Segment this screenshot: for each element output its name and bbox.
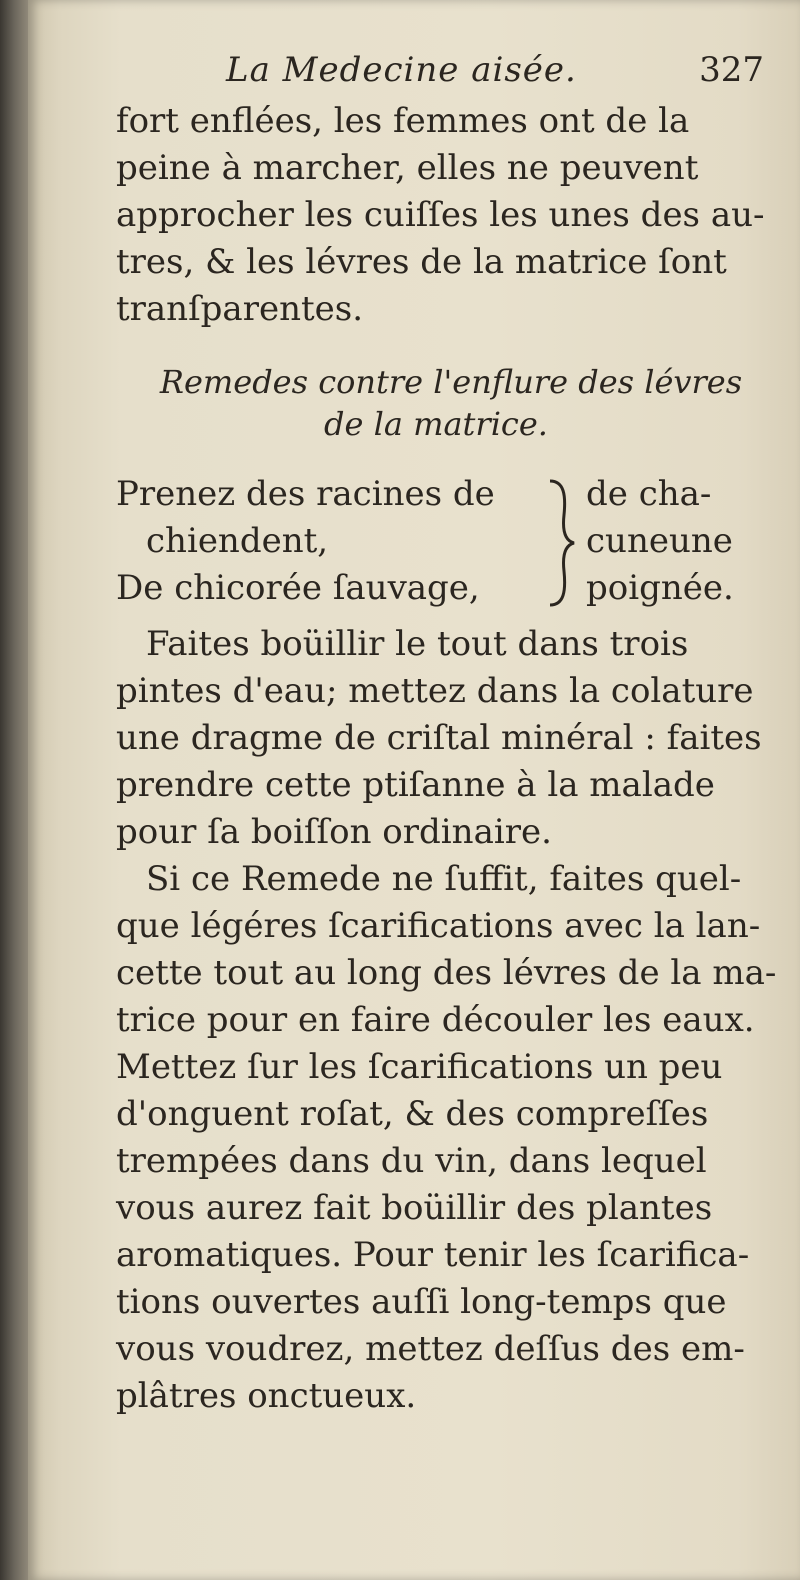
paragraph-preparation (116, 621, 762, 856)
text-line: prendre cette ptiſanne à la malade (116, 765, 715, 805)
text-line: tranſparentes. (116, 289, 364, 329)
heading-line: Remedes contre l'enflure des lévres (159, 363, 743, 401)
running-title: La Medecine aisée. (226, 50, 577, 90)
recipe-item: chiendent, (146, 521, 329, 561)
text-line: vous aurez fait boüillir des plantes (116, 1188, 713, 1228)
recipe-item: De chicorée ſauvage, (116, 568, 480, 608)
text-line: Si ce Remede ne ſuffit, faites quel- (146, 859, 742, 899)
text-line: une dragme de criſtal minéral : faites (116, 718, 762, 758)
recipe-item: Prenez des racines de (116, 474, 495, 514)
page-number: 327 (699, 50, 764, 90)
text-line: tres, & les lévres de la matrice ſont (116, 242, 727, 282)
page-header (116, 40, 764, 98)
curly-brace-icon (546, 475, 576, 610)
text-line: peine à marcher, elles ne peuvent (116, 148, 699, 188)
text-line: vous voudrez, mettez deſſus des em- (116, 1329, 745, 1369)
heading-line: de la matrice. (324, 405, 548, 443)
text-line: Faites boüillir le tout dans trois (146, 624, 689, 664)
paragraph-scarification (116, 856, 777, 1420)
intro-paragraph (116, 98, 765, 333)
recipe-block (116, 471, 756, 621)
text-line: plâtres onctueux. (116, 1376, 417, 1416)
text-line: trempées dans du vin, dans lequel (116, 1141, 707, 1181)
text-line: approcher les cuiſſes les unes des au- (116, 195, 765, 235)
recipe-quantity: poignée. (586, 568, 734, 608)
text-line: Mettez ſur les ſcarifications un peu (116, 1047, 723, 1087)
text-line: tions ouvertes auſſi long-temps que (116, 1282, 727, 1322)
section-heading (116, 361, 756, 445)
text-line: pintes d'eau; mettez dans la colature (116, 671, 754, 711)
book-page (28, 0, 800, 1580)
text-line: trice pour en faire découler les eaux. (116, 1000, 755, 1040)
text-line: aromatiques. Pour tenir les ſcarifica- (116, 1235, 750, 1275)
recipe-quantity: de cha- (586, 474, 712, 514)
text-line: que légéres ſcarifications avec la lan- (116, 906, 761, 946)
text-line: pour ſa boiſſon ordinaire. (116, 812, 552, 852)
text-line: cette tout au long des lévres de la ma- (116, 953, 777, 993)
recipe-quantity: cuneune (586, 521, 733, 561)
text-line: fort enflées, les femmes ont de la (116, 101, 690, 141)
page-text (116, 40, 777, 1420)
text-line: d'onguent roſat, & des compreſſes (116, 1094, 709, 1134)
